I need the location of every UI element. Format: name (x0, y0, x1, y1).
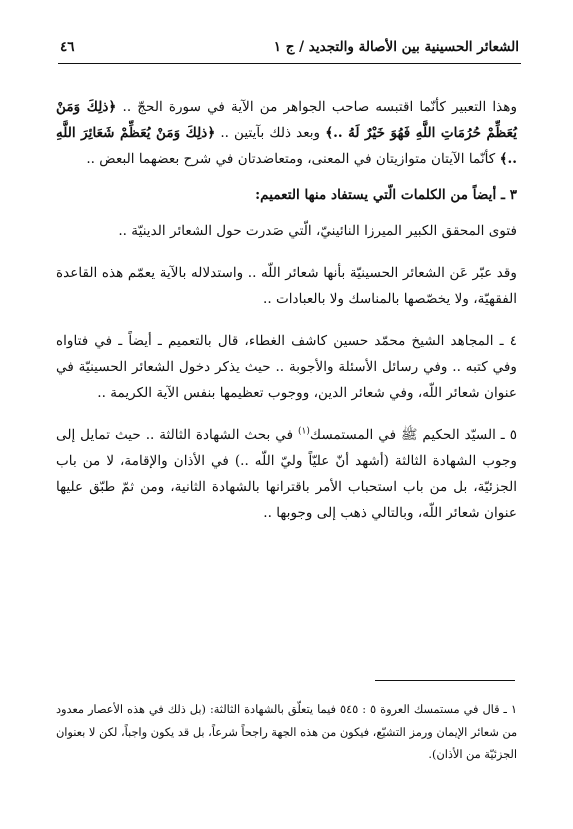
paragraph-quran-citation (56, 94, 517, 172)
quran-verse-2: ﴿ذلِكَ وَمَنْ يُعَظِّمْ شَعَائِرَ اللَّهِ ..﴾ (56, 125, 517, 167)
paragraph-connector: وبعد ذلك بآيتين .. (220, 125, 321, 141)
page-number: ٤٦ (60, 39, 75, 55)
footnote-divider (375, 680, 515, 681)
point-3-heading: ٣ ـ أيضاً من الكلمات الّتي يستفاد منها التعميم: (255, 187, 517, 203)
header-divider (58, 63, 521, 64)
point-5-al-hakim (56, 422, 517, 526)
point-5-body: في بحث الشهادة الثالثة .. حيث تمايل إلى وجوب الشهادة الثالثة (أشهد أنّ عليّاً وليّ اللّه ..) في الأذان والإقامة، لا من باب الجزئيّة، بل من باب استحباب الأمر باقترانها بالشهادة الثانية، ومن ثمّ طبّق عليها عنوان شعائر اللّه، وبالتالي ذهب إلى وجوبها .. (56, 427, 517, 521)
footnote: ١ ـ قال في مستمسك العروة ٥ : ٥٤٥ فيما يتعلّق بالشهادة الثالثة: (بل ذلك في هذه الأعصار معدود من شعائر الإيمان ورمز التشيّع، فيكون من هذه الجهة راجحاً شرعاً، بل قد يكون واجباً، لكن لا بعنوان الجزئيّة من الأذان). (56, 703, 517, 761)
footnote-marker: (١) (298, 426, 310, 437)
paragraph-lead: وهذا التعبير كأنّما اقتبسه صاحب الجواهر من الآية في سورة الحجّ .. (122, 99, 518, 115)
point-5-lead: ٥ ـ السيّد الحكيم ﷺ في المستمسك (309, 427, 517, 443)
paragraph-tail: كأنّما الآيتان متوازيتان في المعنى، ومتعاضدتان في شرح بعضهما البعض .. (86, 151, 496, 167)
quran-verse-1: ﴿ذلِكَ وَمَنْ يُعَظِّمْ حُرُمَاتِ اللَّهِ فَهُوَ خَيْرٌ لَهُ ..﴾ (56, 99, 517, 141)
page-header (60, 36, 519, 58)
paragraph-rule-generalization: وقد عبّر عَن الشعائر الحسينيّة بأنها شعائر اللّه .. واستدلاله بالآية يعمّم هذه القاعدة الفقهيّة، ولا يخصّصها بالمناسك ولا بالعبادات .. (56, 265, 517, 307)
running-title: الشعائر الحسينية بين الأصالة والتجديد / ج ١ (273, 39, 519, 55)
paragraph-naini-fatwa: فتوى المحقق الكبير الميرزا النائينيّ، الّتي صَدرت حول الشعائر الدينيّة .. (118, 223, 517, 239)
point-4-kashif-alghita: ٤ ـ المجاهد الشيخ محمّد حسين كاشف الغطاء، قال بالتعميم ـ أيضاً ـ في فتاواه وفي كتبه .. وفي رسائل الأسئلة والأجوبة .. حيث يذكر دخول الشعائر الحسينيّة في عنوان شعائر اللّه، وفي شعائر الدين، ووجوب تعظيمها بنفس الآية الكريمة .. (56, 333, 517, 401)
main-text (56, 94, 517, 542)
